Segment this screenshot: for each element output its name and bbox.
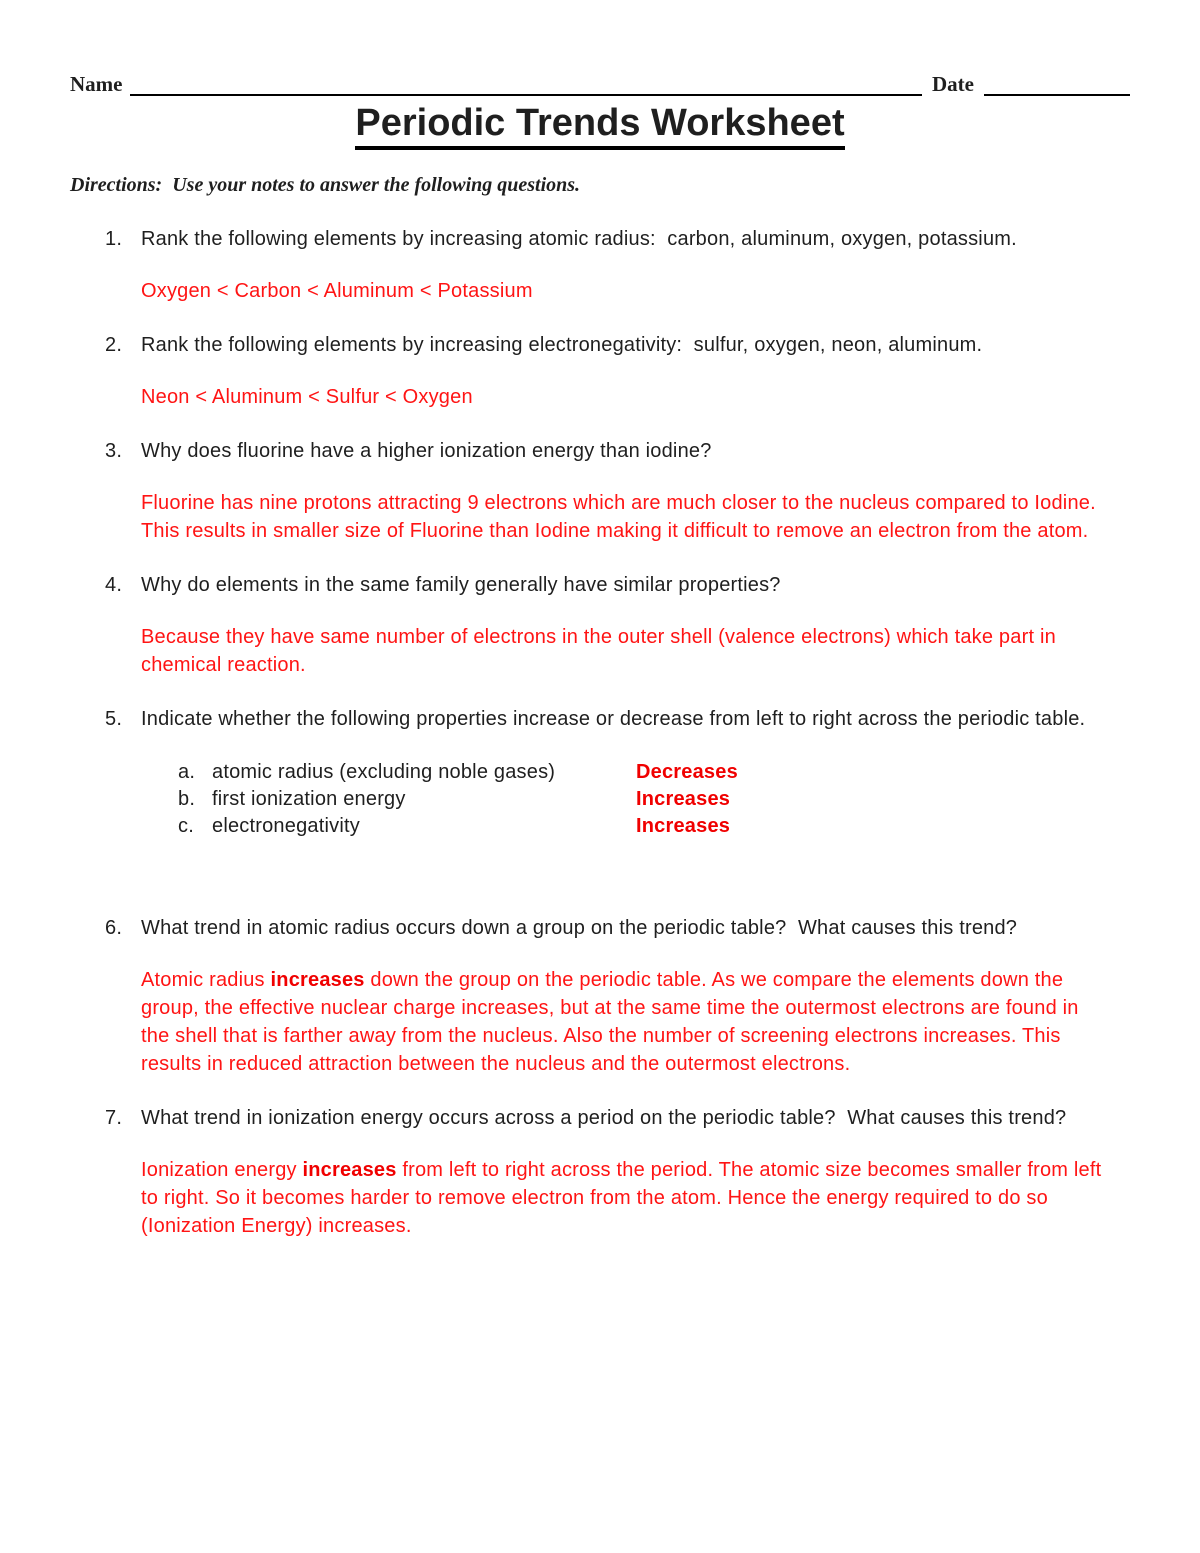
answer-2: Neon < Aluminum < Sulfur < Oxygen	[141, 386, 473, 408]
answer-text: Atomic radius	[141, 969, 271, 991]
question-number: 2.	[105, 334, 123, 356]
subitem-answer: Increases	[636, 815, 731, 837]
subitem-answer: Increases	[636, 788, 731, 810]
subitem-text: atomic radius (excluding noble gases)	[212, 761, 556, 783]
subitem-label: c.	[178, 815, 194, 837]
question-number: 7.	[105, 1107, 123, 1129]
question-text: Indicate whether the following properties increase or decrease from left to right across the periodic table.	[141, 708, 1086, 730]
question-text: Why does fluorine have a higher ionization energy than iodine?	[141, 440, 712, 462]
subitem-b	[178, 786, 1130, 813]
question-2	[105, 331, 1130, 359]
answer-1: Oxygen < Carbon < Aluminum < Potassium	[141, 280, 533, 302]
answer-3: Fluorine has nine protons attracting 9 electrons which are much closer to the nucleus compared to Iodine. This results in smaller size of Fluorine than Iodine making it difficult to remove an electron from the atom.	[141, 492, 1102, 542]
question-text: What trend in ionization energy occurs across a period on the periodic table? What causes this trend?	[141, 1107, 1067, 1129]
question-7	[105, 1104, 1130, 1132]
name-label: Name	[70, 71, 123, 96]
question-number: 3.	[105, 440, 123, 462]
answer-text: down the group on the periodic table. As we compare the elements down the group, the effective nuclear charge increases, but at the same time the outermost electrons are found in the shell that is farther away from the nucleus. Also the number of screening electrons increases. This results in reduced attraction between the nucleus and the outermost electrons.	[141, 969, 1085, 1075]
question-number: 4.	[105, 574, 123, 596]
answer-4: Because they have same number of electrons in the outer shell (valence electrons) which take part in chemical reaction.	[141, 626, 1062, 676]
question-1	[105, 225, 1130, 253]
subitem-c	[178, 813, 1130, 840]
answer-6	[141, 966, 1103, 1078]
date-label: Date	[932, 71, 974, 96]
name-blank-line	[130, 72, 922, 96]
answer-text: from left to right across the period. The atomic size becomes smaller from left to right. So it becomes harder to remove electron from the atom. Hence the energy required to do so (Ionization Energy) increases.	[141, 1159, 1108, 1237]
question-6	[105, 914, 1130, 942]
subitem-answer: Decreases	[636, 761, 738, 783]
page-title: Periodic Trends Worksheet	[355, 102, 844, 150]
answer-text: Ionization energy	[141, 1159, 303, 1181]
subitem-label: b.	[178, 788, 196, 810]
directions: Directions: Use your notes to answer the following questions.	[70, 174, 581, 196]
answer-7	[141, 1156, 1108, 1240]
answer-bold-word: increases	[270, 969, 365, 991]
question-number: 5.	[105, 708, 123, 730]
subitem-text: first ionization energy	[212, 788, 406, 810]
question-number: 6.	[105, 917, 123, 939]
question-text: Why do elements in the same family generally have similar properties?	[141, 574, 781, 596]
subitem-text: electronegativity	[212, 815, 360, 837]
subitem-label: a.	[178, 761, 196, 783]
question-3	[105, 437, 1130, 465]
question-5	[105, 705, 1130, 733]
question-text: Rank the following elements by increasing atomic radius: carbon, aluminum, oxygen, potassium.	[141, 228, 1017, 250]
question-text: Rank the following elements by increasing electronegativity: sulfur, oxygen, neon, aluminum.	[141, 334, 983, 356]
subitem-a	[178, 759, 1130, 786]
question-text: What trend in atomic radius occurs down a group on the periodic table? What causes this trend?	[141, 917, 1018, 939]
question-4	[105, 571, 1130, 599]
question-number: 1.	[105, 228, 123, 250]
question-5-subitems	[178, 759, 1130, 840]
name-date-header	[70, 72, 1130, 96]
date-blank-line	[984, 72, 1130, 96]
answer-bold-word: increases	[302, 1159, 397, 1181]
question-list	[70, 225, 1130, 1240]
